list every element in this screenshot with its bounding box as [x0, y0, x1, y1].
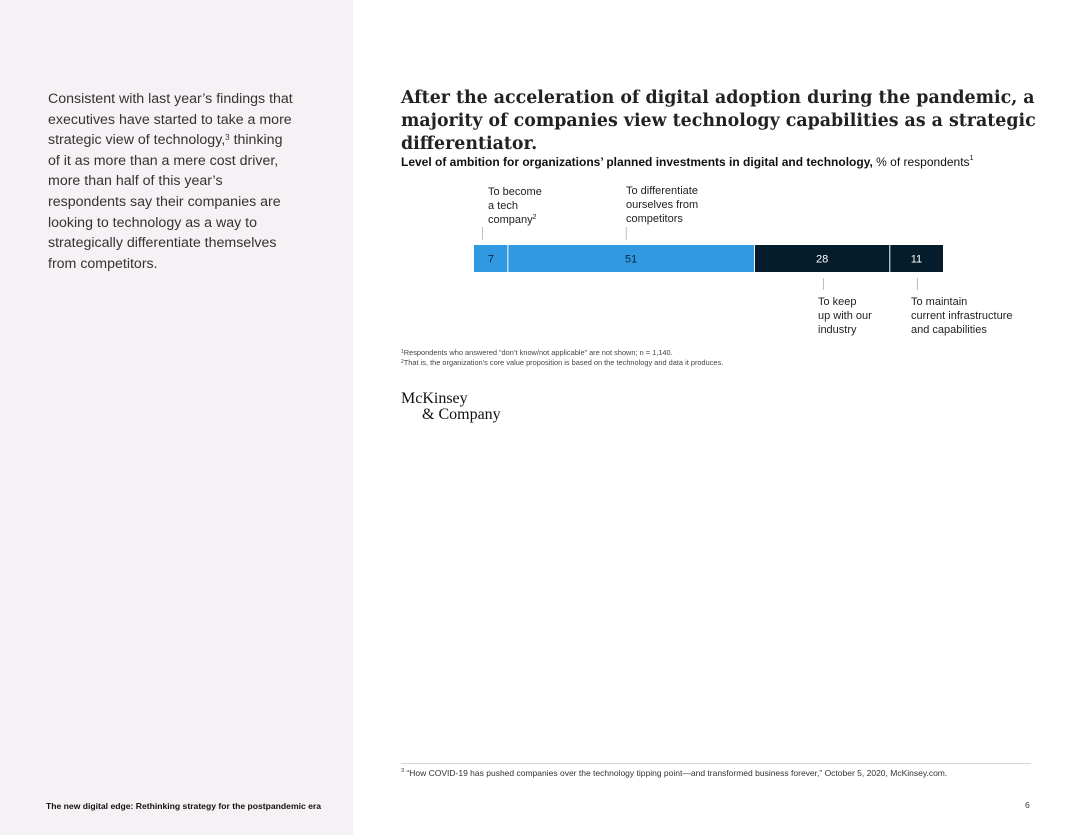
chart-note-1: $^1$Respondents who answered “don’t know/not applicable” are not shown; n = 1,140. — [401, 348, 673, 357]
page-footnote: $^3$ “How COVID-19 has pushed companies over the technology tipping point—and transformed business forever,” October 5, 2020, McKinsey.com. — [401, 768, 948, 778]
chart-note-2: $^2$That is, the organization’s core value proposition is based on the technology and data it produces. — [401, 357, 724, 367]
chart-notes — [401, 348, 723, 367]
category-label-3: To keep up with our industry — [818, 296, 872, 336]
page-number: 6 — [1025, 800, 1030, 810]
footnote-ref-3: 3 — [225, 133, 230, 143]
category-label-4: To maintain current infrastructure and capabilities — [911, 296, 1013, 336]
publication-title-footer: The new digital edge: Rethinking strategy for the postpandemic era — [46, 801, 322, 811]
sidebar-body-text: Consistent with last year’s findings that executives have started to take a more strategic view of technology,$^3$ thinking of it as more than a mere cost driver, more than half of this year’s respondents say their companies are looking to technology as a way to strategically differentiate themselves from competitors. — [48, 91, 293, 272]
chart-subtitle: Level of ambition for organizations’ planned investments in digital and technology, % of respondents$^1$ — [401, 155, 974, 169]
page-headline: After the acceleration of digital adoption during the pandemic, a majority of companies view technology capabilities as a strategic differentiator. — [401, 88, 1036, 154]
data-label-3: 28 — [815, 253, 829, 266]
mckinsey-logo: McKinsey & Company — [401, 390, 501, 423]
data-label-4: 11 — [910, 253, 923, 266]
category-label-2: To differentiate ourselves from competitors — [626, 185, 699, 225]
data-label-1: 7 — [487, 253, 494, 266]
category-label-1: To become a tech company$^2$ — [488, 186, 542, 226]
footnote-divider — [401, 763, 1031, 764]
data-label-2: 51 — [625, 253, 638, 266]
